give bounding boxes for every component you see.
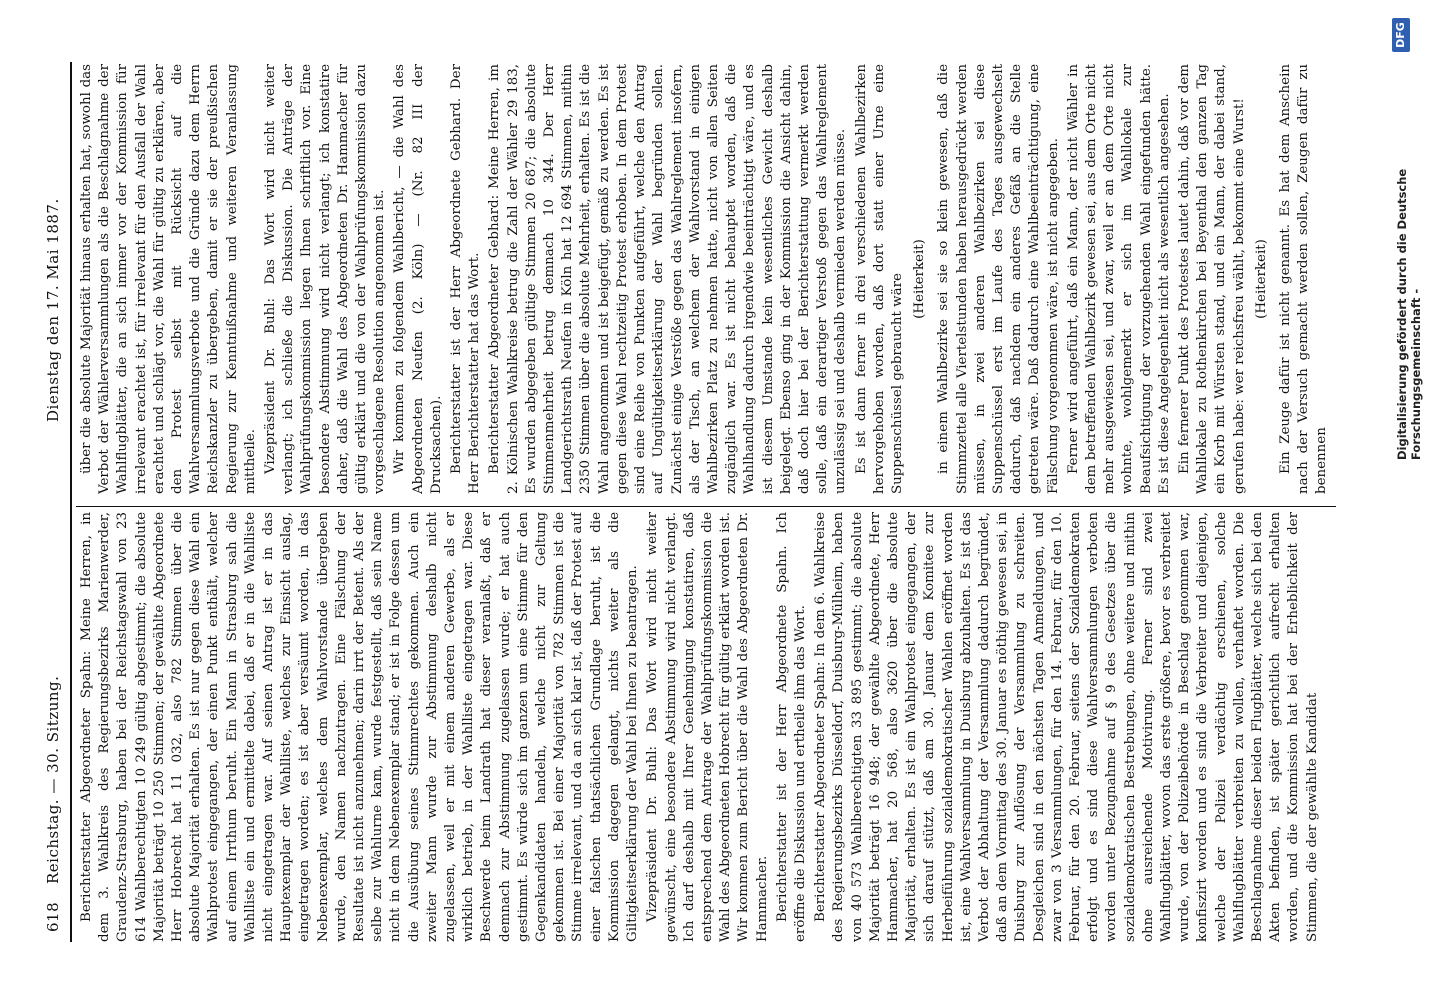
- paragraph: Berichterstatter Abgeordneter Spahn: In dem 6. Wahlkreise des Regierungsbezirks Düsseldorf, Duisburg-Mülheim, haben von 40 573 Wahlberechtigten 33 895 gestimmt; die absolute Majorität beträgt 16 948; der gewählte Abgeordnete, Herr Hammacher, hat 20 568, also 3620 über die absolute Majorität, erhalten. Es ist ein Wahlprotest eingegangen, der sich darauf stützt, daß am 30. Januar dem Komitee zur Herbeiführung sozialdemokratischer Wahlen eröffnet worden ist, eine Wahlversammlung in Duisburg abzuhalten. Es ist das Verbot der Abhaltung der Versammlung dadurch begründet, daß an dem Vormittag des 30. Januar es nöthig gewesen sei, in Duisburg zur Auflösung der Versammlung zu schreiten. Desgleichen sind in den nächsten Tagen Anmeldungen, und zwar von 3 Versammlungen, für den 14. Februar, für den 10. Februar, für den 20. Februar, seitens der Sozialdemokraten erfolgt und es sind diese Wahlversammlungen verboten worden unter Bezugnahme auf § 9 des Gesetzes über die sozialdemokratischen Bestrebungen, ohne weitere und mithin ohne ausreichende Motivirung. Ferner sind zwei Wahlflugblätter, wovon das erste größere, bevor es verbreitet wurde, von der Polizeibehörde in Beschlag genommen war, konfiszirt worden und es sind die Verbreiter und diejenigen, welche der Polizei verdächtig erschienen, solche Wahlflugblätter verbreiten zu wollen, verhaftet worden. Die Beschlagnahme dieser beiden Flugblätter, welche sich bei den Akten befinden, ist später gerichtlich aufrecht erhalten worden, und die Kommission hat bei der Erheblichkeit der Stimmen, die der gewählte Kandidat: [813, 512, 1320, 942]
- column-divider: [76, 506, 1336, 507]
- page-header: [40, 67, 66, 942]
- page-number: 618: [44, 901, 62, 932]
- dfg-logo: DFG: [1392, 18, 1410, 52]
- paragraph: Vizepräsident Dr. Buhl: Das Wort wird nicht weiter verlangt; ich schließe die Diskussion. Die Anträge der Wahlprüfungskommission liegen Ihnen schriftlich vor. Eine besondere Abstimmung wird nicht verlangt; ich konstatire daher, daß die Wahl des Abgeordneten Dr. Hammacher für gültig erklärt und die von der Wahlprüfungskommission dazu vorgeschlagene Resolution angenommen ist.: [263, 64, 388, 494]
- paragraph: Ferner wird angeführt, daß ein Mann, der nicht Wähler in dem betreffenden Wahlbezirk gewesen sei, aus dem Orte nicht mehr ausgewiesen sei, und zwar, weil er an dem Orte nicht wohnte, wohlgemerkt er sich im Wahllokale zur Beaufsichtigung der vorzugehenden Wahl eingefunden hätte. Es ist diese Angelegenheit nicht als wesentlich angesehen.: [1065, 64, 1172, 494]
- session-date: Dienstag den 17. Mai 1887.: [44, 198, 62, 422]
- paragraph: Wir kommen zu folgendem Wahlbericht, — die Wahl des Abgeordneten Neufen (2. Köln) — (Nr. 82 III der Drucksachen).: [392, 64, 444, 494]
- paragraph: Berichterstatter Abgeordneter Gebhard: Meine Herren, im 2. Kölnischen Wahlkreise betrug die Zahl der Wähler 29 183, Es wurden abgegeben gültige Stimmen 20 687; die absolute Stimmenmehrheit betrug demnach 10 344. Der Herr Landgerichtsrath Neufen in Köln hat 12 694 Stimmen, mithin 2350 Stimmen über die absolute Mehrheit, erhalten. Es ist die Wahl angenommen und ist beigefügt, gemäß zu werden. Es ist gegen diese Wahl rechtzeitig Protest erhoben. In dem Protest sind eine Reihe von Punkten aufgeführt, welche den Antrag auf Ungültigkeitserklärung der Wahl begründen sollen. Zunächst einige Verstöße gegen das Wahlreglement insofern, als der Tisch, an welchem der Wahlvorstand in einigen Wahlbezirken Platz zu nehmen hatte, nicht von allen Seiten zugänglich war. Es ist nicht behauptet worden, daß die Wahlhandlung dadurch irgendwie beeinträchtigt wäre, und es ist diesem Umstande kein wesentliches Gewicht deshalb beigelegt. Ebenso ging in der Kommission die Ansicht dahin, daß doch hier bei der Berichterstattung vermerkt werden solle, daß ein derartiger Verstoß gegen das Wahlreglement unzulässig sei und deshalb vermieden werden müsse.: [487, 64, 849, 494]
- dfg-credit: [1392, 10, 1423, 460]
- paragraph: Vizepräsident Dr. Buhl: Das Wort wird nicht weiter gewünscht, eine besondere Abstimmung wird nicht verlangt. Ich darf deshalb mit Ihrer Genehmigung konstatiren, daß entsprechend dem Antrage der Wahlprüfungskommission die Wahl des Abgeordneten Hobrecht für gültig erklärt worden ist. Wir kommen zum Bericht über die Wahl des Abgeordneten Dr. Hammacher.: [645, 512, 770, 942]
- paragraph: (Heiterkeit): [912, 239, 928, 319]
- dfg-credit-text: Digitalisierung gefördert durch die Deutsche Forschungsgemeinschaft -: [1395, 168, 1423, 460]
- paragraph: Berichterstatter ist der Herr Abgeordnete Spahn. Ich eröffne die Diskussion und ertheile ihm das Wort.: [774, 512, 808, 942]
- paragraph: Es ist dann ferner in drei verschiedenen Wahlbezirken hervorgehoben worden, daß dort statt einer Urne eine Suppenschüssel gebraucht wäre: [853, 64, 905, 494]
- paragraph: Berichterstatter ist der Herr Abgeordnete Gebhard. Der Herr Berichterstatter hat das Wort.: [449, 64, 483, 494]
- paragraph: Ein fernerer Punkt des Protestes lautet dahin, daß vor dem Wahllokale zu Rothenkirchen bei Beyenthal den ganzen Tag ein Korb mit Würsten stand, und ein Mann, der dabei stand, gerufen habe: wer reichsfreu wählt, bekommt eine Wurst!: [1176, 64, 1247, 494]
- paragraph: Ein Zeuge dafür ist nicht genannt. Es hat dem Anschein nach der Versuch gemacht werden sollen, Zeugen dafür zu benennen: [1278, 64, 1330, 494]
- header-rule: [70, 62, 72, 942]
- paragraph: in einem Wahlbezirke sei sie so klein gewesen, daß die Stimmzettel alle Viertelstunden haben herausgedrückt werden müssen, in zwei anderen Wahlbezirken sei diese Suppenschüssel erst im Laufe des Tages ausgewechselt dadurch, daß nachdem ein anderes Gefäß an die Stelle getreten wäre. Daß dadurch eine Wahlbeeinträchtigung, eine Fälschung vorgenommen wäre, ist nicht angegeben.: [936, 64, 1061, 494]
- right-column: [78, 64, 1336, 494]
- paragraph: Berichterstatter Abgeordneter Spahn: Meine Herren, in dem 3. Wahlkreis des Regierungsbezirks Marienwerder, Graudenz-Strasburg, haben bei der Reichstagswahl von 23 614 Wahlberechtigten 10 249 gültig abgestimmt; die absolute Majorität beträgt 10 250 Stimmen; der gewählte Abgeordnete Herr Hobrecht hat 11 032, also 782 Stimmen über die absolute Majorität erhalten. Es ist nur gegen diese Wahl ein Wahlprotest eingegangen, der einen Punkt enthält, welcher auf einem Irrthum beruht. Ein Mann in Strasburg sah die Wahlliste ein und ermittelte dabei, daß er in die Wahlliste nicht eingetragen war. Auf seinen Antrag ist er in das Hauptexemplar der Wahlliste, welches zur Einsicht auslag, eingetragen worden; es ist aber versäumt worden, in das Nebenexemplar, welches dem Wahlvorstande übergeben wurde, den Namen nachzutragen. Eine Fälschung der Resultate ist nicht anzunehmen; darin irrt der Betent. Als der selbe zur Wahlurne kam, wurde festgestellt, daß sein Name nicht in dem Nebenexemplar stand; er ist in Folge dessen um die Ausübung seines Stimmrechtes gekommen. Auch ein zweiter Mann wurde zur Abstimmung deshalb nicht zugelassen, weil er mit einem anderen Gewerbe, als er wirklich betrieb, in der Wahlliste eingetragen war. Diese Beschwerde beim Landrath hat dieser veranlaßt, daß er demnach zur Abstimmung zugelassen wurde; er hat auch gestimmt. Es würde sich im ganzen um eine Stimme für den Gegenkandidaten handeln, welche nicht zur Geltung gekommen ist. Bei einer Majorität von 782 Stimmen ist die Stimme irrelevant, und da an sich klar ist, daß der Protest auf einer falschen thatsächlichen Grundlage beruht, ist die Kommission dagegen gelangt, nichts weiter als die Giltigkeitserklärung der Wahl bei Ihnen zu beantragen.: [79, 512, 641, 942]
- running-title: Reichstag. — 30. Sitzung.: [44, 675, 62, 884]
- left-column: [78, 512, 1336, 942]
- paragraph: (Heiterkeit): [1253, 239, 1269, 319]
- paragraph: über die absolute Majorität hinaus erhalten hat, sowohl das Verbot der Wählerversammlungen als die Beschlagnahme der Wahlflugblätter, die an sich immer vor der Kommission für irrelevant erachtet ist, für irrelevant für den Ausfall der Wahl erachtet und schlägt vor, die Wahl für gültig zu erklären, aber den Protest selbst mit Rücksicht auf die Wahlversammlungsverbote und die Gründe dazu dem Herrn Reichskanzler zu übergeben, damit er sie der preußischen Regierung zur Kenntnißnahme und weiteren Veranlassung mittheile.: [79, 64, 258, 494]
